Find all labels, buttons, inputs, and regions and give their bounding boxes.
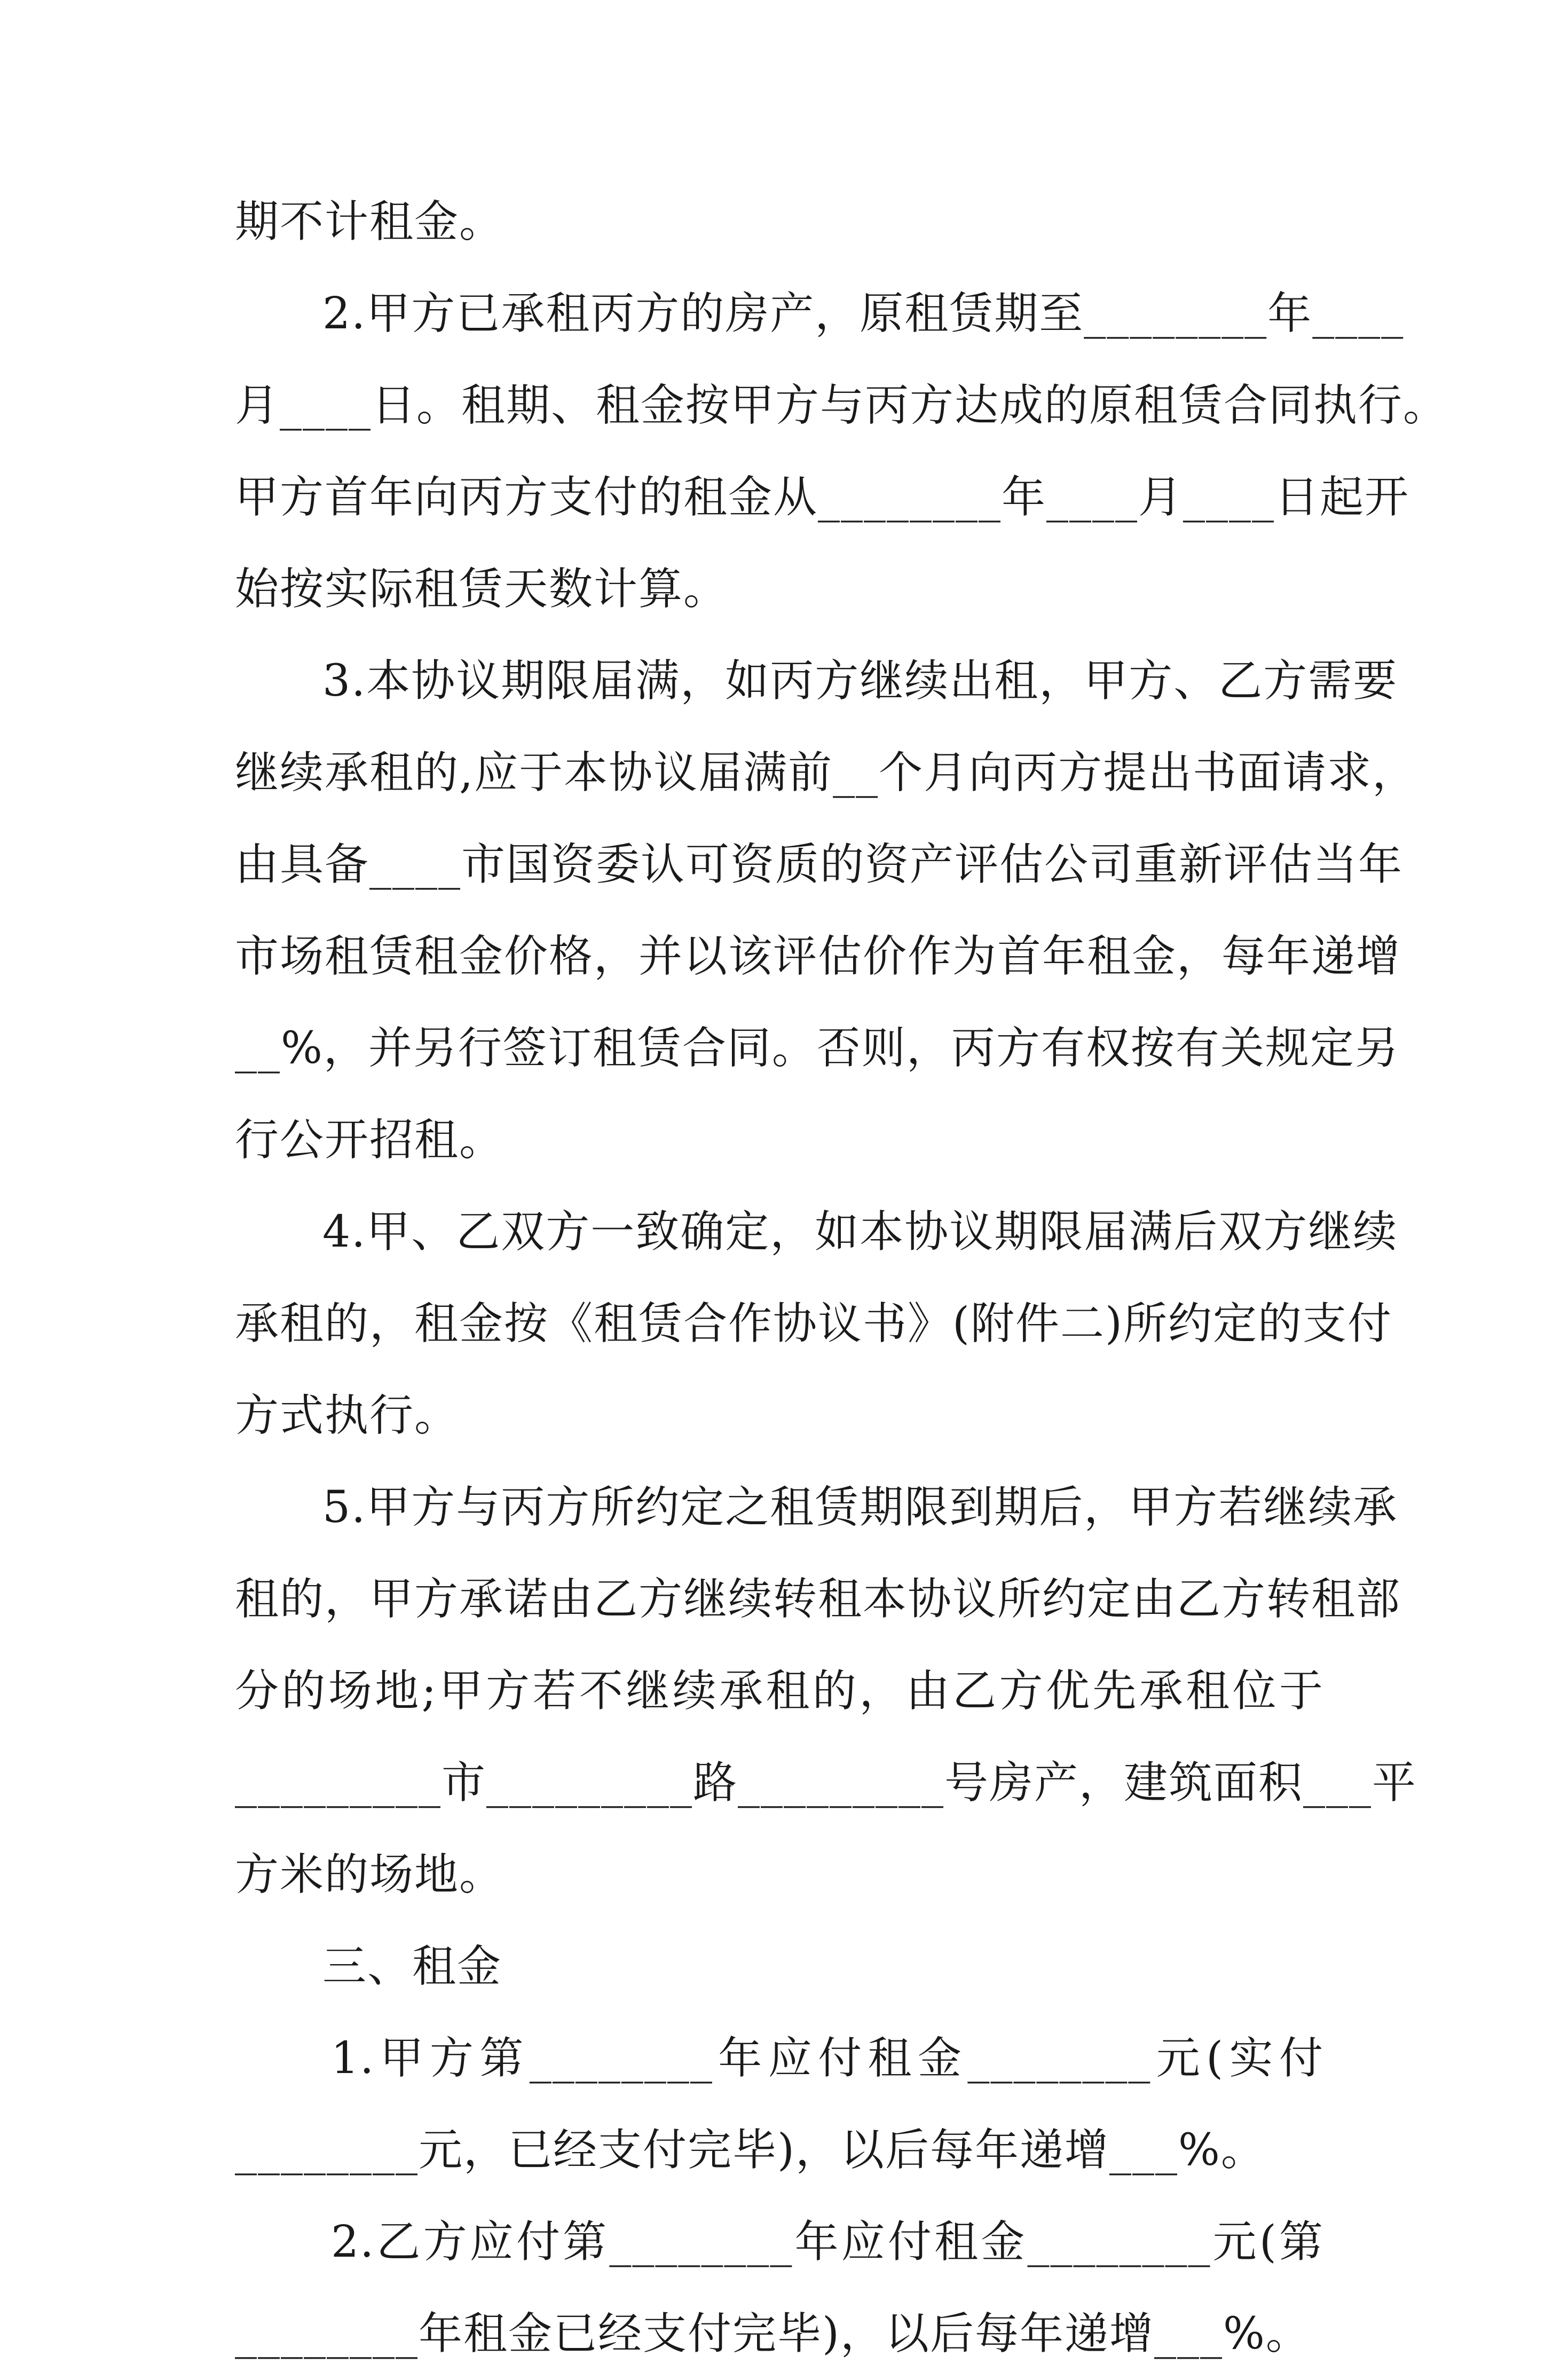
text-line-14: 方式执行。: [235, 1390, 460, 1441]
text-line-4: 甲方首年向丙方支付的租金从________年____月____日起开: [235, 472, 1410, 523]
text-line-21: 1.甲方第________年应付租金________元(实付: [331, 2033, 1324, 2084]
text-line-2: 2.甲方已承租丙方的房产，原租赁期至________年____: [322, 288, 1405, 339]
text-line-12: 4.甲、乙双方一致确定，如本协议期限届满后双方继续: [322, 1207, 1398, 1257]
text-line-11: 行公开招租。: [235, 1115, 505, 1165]
text-line-24: ________年租金已经支付完毕)，以后每年递增___%。: [235, 2308, 1311, 2359]
text-line-6: 3.本协议期限届满，如丙方继续出租，甲方、乙方需要: [322, 656, 1398, 706]
text-line-7: 继续承租的,应于本协议届满前__个月向丙方提出书面请求，: [235, 747, 1417, 798]
text-line-8: 由具备____市国资委认可资质的资产评估公司重新评估当年: [235, 839, 1404, 890]
text-line-9: 市场租赁租金价格，并以该评估价作为首年租金，每年递增: [235, 931, 1401, 982]
text-line-17: 分的场地;甲方若不继续承租的，由乙方优先承租位于: [235, 1666, 1324, 1716]
text-line-22: ________元，已经支付完毕)，以后每年递增___%。: [235, 2125, 1266, 2176]
text-line-3: 月____日。租期、租金按甲方与丙方达成的原租赁合同执行。: [235, 380, 1448, 431]
text-line-1: 期不计租金。: [235, 196, 505, 247]
text-line-18: _________市_________路_________号房产，建筑面积___平: [235, 1758, 1417, 1808]
text-line-19: 方米的场地。: [235, 1849, 505, 1900]
text-line-10: __%，并另行签订租赁合同。否则，丙方有权按有关规定另: [235, 1023, 1400, 1074]
text-line-5: 始按实际租赁天数计算。: [235, 564, 729, 614]
text-line-23: 2.乙方应付第________年应付租金________元(第: [331, 2217, 1324, 2267]
text-line-16: 租的，甲方承诺由乙方继续转租本协议所约定由乙方转租部: [235, 1574, 1401, 1625]
document-page: [235, 176, 1448, 2380]
text-line-15: 5.甲方与丙方所约定之租赁期限到期后，甲方若继续承: [322, 1482, 1398, 1533]
section-heading-rent: 三、租金: [322, 1941, 502, 1992]
text-line-13: 承租的，租金按《租赁合作协议书》(附件二)所约定的支付: [235, 1298, 1392, 1349]
